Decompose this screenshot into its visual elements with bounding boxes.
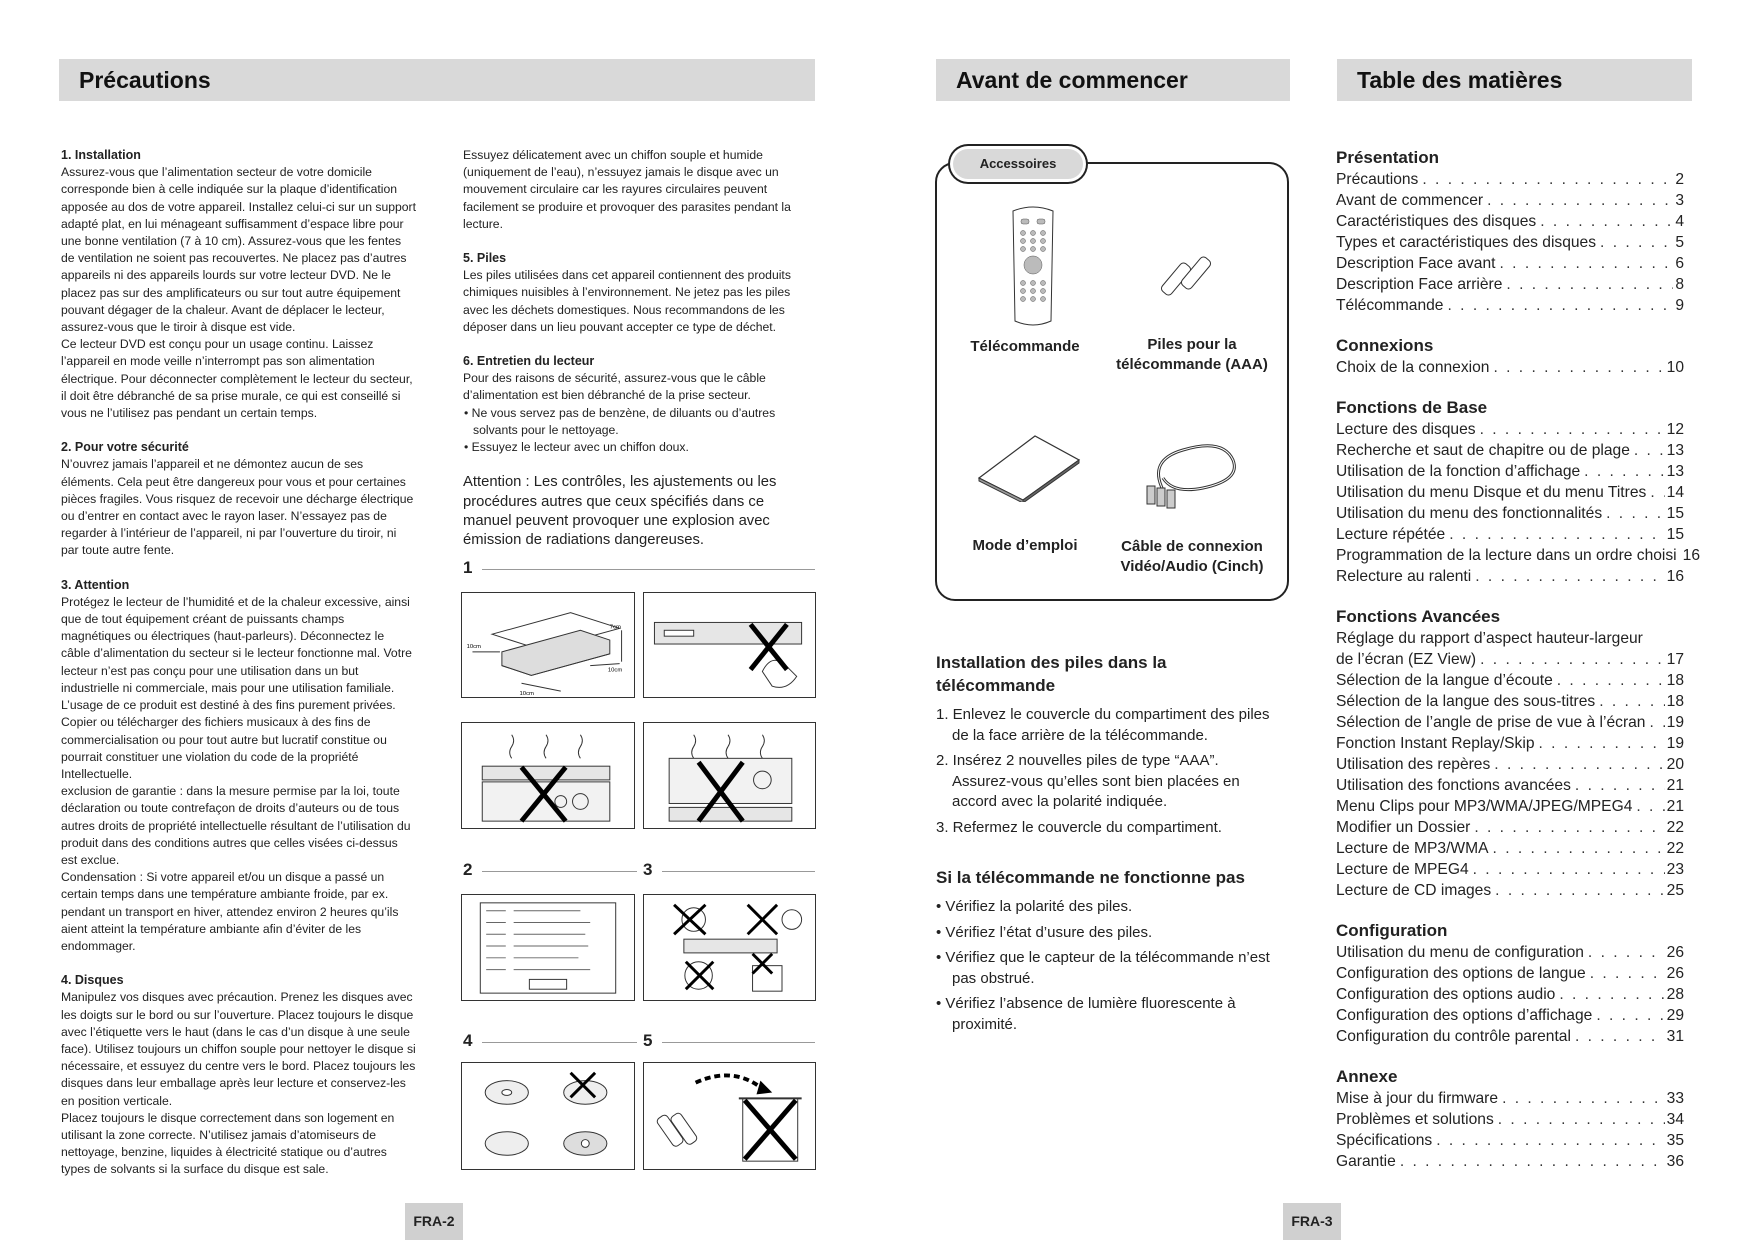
toc-page-number: 16 <box>1666 568 1684 585</box>
toc-page-number: 34 <box>1666 1111 1684 1128</box>
toc-leader-dots <box>1588 942 1665 963</box>
figure-environment-warning <box>643 894 816 1001</box>
paragraph: Condensation : Si votre appareil et/ou un disque a passé un certain temps dans une température ambiante froide, par ex. pendant un transport en hiver, attendez environ 2 heures qu’ils aient atteint la température ambiante afin d’éviter de les endommager. <box>61 870 399 953</box>
toc-page-number: 29 <box>1666 1007 1684 1024</box>
divider <box>482 569 815 570</box>
section-title: Installation des piles dans la télécommande <box>936 653 1167 695</box>
toc-entry <box>1336 1109 1684 1130</box>
toc-leader-dots <box>1539 733 1665 754</box>
dim-label: 10cm <box>519 691 534 697</box>
toc-page-number: 4 <box>1675 213 1684 230</box>
toc-entry-title: Utilisation de la fonction d’affichage <box>1336 463 1581 480</box>
toc-leader-dots <box>1495 880 1664 901</box>
section-title: Si la télécommande ne fonctionne pas <box>936 868 1245 887</box>
toc-entry-title: Lecture de MPEG4 <box>1336 861 1469 878</box>
label-piles: Piles pour la télécommande (AAA) <box>1116 336 1268 373</box>
toc-entry <box>1336 880 1684 901</box>
dim-label: 7cm <box>609 624 621 631</box>
toc-entry <box>1336 419 1684 440</box>
toc-section-title: Configuration <box>1336 921 1448 940</box>
toc-leader-dots <box>1422 169 1673 190</box>
toc-leader-dots <box>1559 984 1664 1005</box>
toc-entry <box>1336 984 1684 1005</box>
header-avant-de-commencer: Avant de commencer <box>936 59 1290 101</box>
figure-heat-stack-1 <box>461 722 635 829</box>
toc-entry-title: Programmation de la lecture dans un ordre choisi <box>1336 547 1677 564</box>
toc-entry-title: Utilisation du menu des fonctionnalités <box>1336 505 1603 522</box>
toc-page-number: 22 <box>1666 819 1684 836</box>
toc-entry <box>1336 942 1684 963</box>
bullet: • Essuyez le lecteur avec un chiffon doux. <box>464 440 689 455</box>
toc-page-number: 22 <box>1666 840 1684 857</box>
toc-entry <box>1336 712 1684 733</box>
toc-leader-dots <box>1506 274 1673 295</box>
toc-entry-title: Lecture répétée <box>1336 526 1446 543</box>
toc-entry <box>1336 1026 1684 1047</box>
toc-page-number: 19 <box>1666 714 1684 731</box>
av-cable-icon <box>1143 430 1243 510</box>
divider <box>482 871 637 872</box>
toc-page-number: 35 <box>1666 1132 1684 1149</box>
toc-page-number: 3 <box>1675 192 1684 209</box>
figure-label-5: 5 <box>643 1031 653 1050</box>
toc-leader-dots <box>1575 1026 1665 1047</box>
toc-page-number: 18 <box>1666 693 1684 710</box>
toc-entry <box>1336 775 1684 796</box>
toc-entry <box>1336 1088 1684 1109</box>
accessories-tab: Accessoires <box>953 149 1083 179</box>
toc-leader-dots <box>1436 1130 1664 1151</box>
paragraph: Essuyez délicatement avec un chiffon souple et humide (uniquement de l’eau), n’essuyez jamais le disque avec un mouvement circulaire car les rayures circulaires peuvent facilement se produire et provoquer des parasites pendant la lecture. <box>463 148 791 231</box>
toc-entry <box>1336 566 1684 587</box>
toc-section <box>1336 147 1684 316</box>
toc-entry <box>1336 649 1684 670</box>
toc-page-number: 19 <box>1666 735 1684 752</box>
toc-page-number: 20 <box>1666 756 1684 773</box>
toc-entry-title: de l’écran (EZ View) <box>1336 651 1477 668</box>
toc-leader-dots <box>1650 482 1664 503</box>
figure-heat-stack-2 <box>643 722 816 829</box>
toc-page-number: 15 <box>1666 526 1684 543</box>
paragraph: N’ouvrez jamais l’appareil et ne démontez aucun de ses éléments. Cela peut être dangereux pour vous et pour certaines pièces fragiles. Vous risquez de recevoir une décharge électrique ou d’entrer en contact avec le rayon laser. N’essayez pas de regarder à l’intérieur de l’appareil, ni par l’ouverture du tiroir, ni par toute autre fente. <box>61 457 414 558</box>
toc-section <box>1336 606 1684 901</box>
toc-entry <box>1336 169 1684 190</box>
toc-leader-dots <box>1400 1151 1665 1172</box>
toc-leader-dots <box>1606 503 1665 524</box>
toc-leader-dots <box>1487 190 1673 211</box>
toc-section <box>1336 397 1701 587</box>
toc-page-number: 10 <box>1666 359 1684 376</box>
list-item: 3. Refermez le couvercle du compartiment. <box>936 818 1222 836</box>
toc-page-number: 2 <box>1675 171 1684 188</box>
paragraph: Ce lecteur DVD est conçu pour un usage continu. Laissez l’appareil en mode veille n’interrompt pas son alimentation électrique. Pour déconnecter complètement le lecteur du secteur, il doit être débranché de sa prise murale, ce qui est conseillé si vous ne l’utilisez pas pendant un certain temps. <box>61 337 413 421</box>
toc-entry-title: Menu Clips pour MP3/WMA/JPEG/MPEG4 <box>1336 798 1633 815</box>
toc-leader-dots <box>1473 859 1665 880</box>
toc-page-number: 36 <box>1666 1153 1684 1170</box>
remote-control-icon <box>1003 205 1063 330</box>
toc-entry-title: Configuration du contrôle parental <box>1336 1028 1571 1045</box>
toc-entry <box>1336 1151 1684 1172</box>
toc-section-title: Connexions <box>1336 336 1434 355</box>
toc-entry <box>1336 963 1684 984</box>
toc-entry-title: Mise à jour du firmware <box>1336 1090 1499 1107</box>
figure-label-4: 4 <box>463 1031 473 1050</box>
paragraph: Manipulez vos disques avec précaution. Prenez les disques avec les doigts sur le bord ou sur l’ouverture. Placez toujours le disque avec l’étiquette vers le haut (dans le cas d’un disque à une seule face). Utilisez toujours un chiffon souple pour nettoyer le disque si nécessaire, et essuyez du centre vers le bord. Placez toujours les disques dans leur emballage après leur lecture et conservez-les en position verticale. <box>61 990 416 1108</box>
toc-page-number: 33 <box>1666 1090 1684 1107</box>
toc-entry-title: Sélection de la langue d’écoute <box>1336 672 1553 689</box>
toc-entry <box>1336 859 1684 880</box>
paragraph: Pour des raisons de sécurité, assurez-vous que le câble d’alimentation est bien débranché de la prise secteur. <box>463 371 766 403</box>
figure-label-2: 2 <box>463 860 473 879</box>
toc-leader-dots <box>1599 691 1664 712</box>
precautions-column-2 <box>463 147 813 550</box>
toc-page-number: 21 <box>1666 798 1684 815</box>
toc-leader-dots <box>1540 211 1673 232</box>
paragraph: Assurez-vous que l’alimentation secteur de votre domicile corresponde bien à celle indiquée sur la plaque d’identification apposée au dos de votre appareil. Installez celui-ci sur un support adapté plat, en lui ménageant suffisamment d’espace libre pour une bonne ventilation (7 à 10 cm). Assurez-vous que les fentes de ventilation ne soient pas recouvertes. Ne placez pas d’autres appareils ni des appareils lourds sur votre lecteur DVD. Ne le placez pas sur des amplificateurs ou sur tout autre équipement pouvant dégager de la chaleur. Avant de déplacer le lecteur, assurez-vous que le tiroir à disque est vide. <box>61 165 417 335</box>
toc-entry-title: Lecture de MP3/WMA <box>1336 840 1489 857</box>
toc-entry <box>1336 274 1684 295</box>
toc-leader-dots <box>1499 253 1673 274</box>
toc-entry <box>1336 545 1701 566</box>
toc-entry-title: Utilisation des repères <box>1336 756 1491 773</box>
toc-page-number: 14 <box>1666 484 1684 501</box>
remote-troubleshoot <box>936 866 1281 1040</box>
toc-section <box>1336 1066 1684 1172</box>
page-number-right: FRA-3 <box>1283 1203 1341 1240</box>
toc-entry-title: Modifier un Dossier <box>1336 819 1471 836</box>
toc-entry <box>1336 524 1684 545</box>
toc-entry <box>1336 232 1684 253</box>
toc-entry-title: Recherche et saut de chapitre ou de plage <box>1336 442 1630 459</box>
toc-entry-title: Lecture des disques <box>1336 421 1476 438</box>
toc-entry-text: Réglage du rapport d’aspect hauteur-largeur <box>1336 630 1643 647</box>
attention-notice: Attention : Les contrôles, les ajustements ou les procédures autres que ceux spécifiés dans ce manuel peuvent provoquer une explosion avec émission de radiations dangereuses. <box>463 474 777 549</box>
toc-section <box>1336 335 1684 378</box>
figure-label-1: 1 <box>463 558 473 577</box>
toc-leader-dots <box>1502 1088 1665 1109</box>
toc-section-title: Présentation <box>1336 148 1439 167</box>
toc-entry <box>1336 482 1684 503</box>
toc-leader-dots <box>1474 817 1664 838</box>
paragraph: exclusion de garantie : dans la mesure permise par la loi, toute déclaration ou toute contrefaçon de droits d’auteurs ou de tous autres droits de propriété intellectuelle résultant de l’utilisation du produit dans des conditions autres que celles visées ci-dessus est exclue. <box>61 784 411 867</box>
toc-entry-title: Types et caractéristiques des disques <box>1336 234 1597 251</box>
toc-entry-title: Configuration des options d’affichage <box>1336 1007 1593 1024</box>
toc-page-number: 18 <box>1666 672 1684 689</box>
divider <box>662 1042 815 1043</box>
paragraph: Placez toujours le disque correctement dans son logement en utilisant la zone correcte. N’utilisez jamais d’atomiseurs de nettoyage, benzine, liquides à électricité statique ou d’autres types de solvants si la surface du disque est sale. <box>61 1110 395 1177</box>
label-cable: Câble de connexion Vidéo/Audio (Cinch) <box>1120 538 1264 575</box>
toc-entry-title: Description Face arrière <box>1336 276 1503 293</box>
figure-warning-label <box>461 894 635 1001</box>
battery-installation <box>936 651 1281 843</box>
toc-page-number: 13 <box>1666 442 1684 459</box>
toc-page-number: 6 <box>1675 255 1684 272</box>
batteries-icon <box>1160 243 1220 303</box>
toc-entry <box>1336 754 1684 775</box>
toc-entry-title: Avant de commencer <box>1336 192 1484 209</box>
bullet: • Ne vous servez pas de benzène, de diluants ou d’autres solvants pour le nettoyage. <box>464 405 776 437</box>
toc-page-number: 17 <box>1666 651 1684 668</box>
toc-entry <box>1336 190 1684 211</box>
user-manual-icon <box>975 432 1085 502</box>
toc-entry-title: Utilisation du menu de configuration <box>1336 944 1584 961</box>
section-title: 5. Piles <box>463 251 507 266</box>
dim-label: 10cm <box>607 667 623 674</box>
toc-section-title: Fonctions de Base <box>1336 398 1488 417</box>
toc-page-number: 8 <box>1675 276 1684 293</box>
toc-entry <box>1336 357 1684 378</box>
toc-entry-title: Utilisation des fonctions avancées <box>1336 777 1571 794</box>
section-title: 2. Pour votre sécurité <box>61 440 189 455</box>
toc-page-number: 12 <box>1666 421 1684 438</box>
toc-leader-dots <box>1494 754 1664 775</box>
toc-entry-title: Configuration des options de langue <box>1336 965 1586 982</box>
toc-entry-title: Garantie <box>1336 1153 1396 1170</box>
toc-page-number: 28 <box>1666 986 1684 1003</box>
section-title: 1. Installation <box>61 148 141 162</box>
toc-page-number: 31 <box>1666 1028 1684 1045</box>
table-of-contents <box>1336 147 1701 1191</box>
precautions-column-1 <box>61 147 416 1196</box>
toc-entry-title: Spécifications <box>1336 1132 1433 1149</box>
toc-leader-dots <box>1493 838 1665 859</box>
toc-entry <box>1336 796 1684 817</box>
header-precautions: Précautions <box>59 59 815 101</box>
toc-page-number: 23 <box>1666 861 1684 878</box>
toc-entry-title: Sélection de l’angle de prise de vue à l’écran <box>1336 714 1646 731</box>
list-item: 2. Insérez 2 nouvelles piles de type “AAA”. Assurez-vous qu’elles sont bien placées en accord avec la polarité indiquée. <box>936 752 1240 810</box>
toc-leader-dots <box>1480 419 1665 440</box>
toc-entry <box>1336 817 1684 838</box>
toc-leader-dots <box>1480 649 1665 670</box>
figure-label-3: 3 <box>643 860 653 879</box>
toc-entry <box>1336 295 1684 316</box>
figure-tray-warning <box>643 592 816 698</box>
toc-leader-dots <box>1557 670 1665 691</box>
list-item: • Vérifiez que le capteur de la télécommande n’est pas obstrué. <box>936 949 1270 987</box>
toc-leader-dots <box>1575 775 1665 796</box>
figure-disc-handling <box>461 1062 635 1170</box>
toc-page-number: 21 <box>1666 777 1684 794</box>
toc-leader-dots <box>1584 461 1664 482</box>
divider <box>662 871 815 872</box>
toc-leader-dots <box>1636 796 1664 817</box>
toc-entry-title: Choix de la connexion <box>1336 359 1490 376</box>
toc-entry <box>1336 670 1684 691</box>
toc-page-number: 16 <box>1682 547 1701 564</box>
toc-entry-title: Configuration des options audio <box>1336 986 1556 1003</box>
list-item: • Vérifiez l’absence de lumière fluorescente à proximité. <box>936 995 1236 1033</box>
toc-entry-title: Problèmes et solutions <box>1336 1111 1494 1128</box>
toc-page-number: 9 <box>1675 297 1684 314</box>
toc-entry-title: Sélection de la langue des sous-titres <box>1336 693 1596 710</box>
paragraph: Les piles utilisées dans cet appareil contiennent des produits chimiques nuisibles à l’environnement. Ne jetez pas les piles avec les déchets domestiques. Nous recommandons de les déposer dans un lieu pouvant accepter ce type de déchet. <box>463 268 791 334</box>
toc-leader-dots <box>1449 524 1664 545</box>
toc-entry-title: Relecture au ralenti <box>1336 568 1472 585</box>
toc-entry <box>1336 211 1684 232</box>
toc-page-number: 13 <box>1666 463 1684 480</box>
toc-leader-dots <box>1590 963 1665 984</box>
label-mode-emploi: Mode d’emploi <box>972 537 1078 554</box>
toc-entry <box>1336 733 1684 754</box>
toc-entry <box>1336 1130 1684 1151</box>
page-number-left: FRA-2 <box>405 1203 463 1240</box>
paragraph: Protégez le lecteur de l’humidité et de la chaleur excessive, ainsi que de tout équipement créant de puissants champs magnétiques ou électriques (haut-parleurs). Déconnectez le câble d’alimentation du secteur si le lecteur fonctionne mal. Votre lecteur n’est pas conçu pour une utilisation dans un but industrielle ni commerciale, mais pour une utilisation familiale. L’usage de ce produit est destiné à des fins purement privées. Copier ou télécharger des fichiers musicaux à des fins de commercialisation ou pour tout autre but lucratif constitue ou pourrait constituer une violation du code de la propriété Intellectuelle. <box>61 594 412 781</box>
toc-page-number: 25 <box>1666 882 1684 899</box>
toc-leader-dots <box>1600 232 1673 253</box>
toc-section-title: Annexe <box>1336 1067 1398 1086</box>
toc-entry <box>1336 440 1684 461</box>
toc-entry <box>1336 838 1684 859</box>
toc-entry <box>1336 1005 1684 1026</box>
figure-ventilation-space <box>461 592 635 698</box>
toc-leader-dots <box>1475 566 1664 587</box>
toc-leader-dots <box>1649 712 1664 733</box>
toc-section <box>1336 920 1684 1047</box>
toc-entry-title: Caractéristiques des disques <box>1336 213 1537 230</box>
label-telecommande: Télécommande <box>970 338 1080 355</box>
toc-section-title: Fonctions Avancées <box>1336 607 1501 626</box>
header-table-des-matieres: Table des matières <box>1337 59 1692 101</box>
section-title: 4. Disques <box>61 973 124 988</box>
toc-entry-title: Fonction Instant Replay/Skip <box>1336 735 1535 752</box>
toc-entry <box>1336 461 1684 482</box>
toc-entry-title: Description Face avant <box>1336 255 1496 272</box>
toc-entry-title: Télécommande <box>1336 297 1444 314</box>
list-item: 1. Enlevez le couvercle du compartiment des piles de la face arrière de la télécommande. <box>936 706 1270 744</box>
divider <box>482 1042 637 1043</box>
toc-leader-dots <box>1447 295 1673 316</box>
toc-entry <box>1336 253 1684 274</box>
section-title: 3. Attention <box>61 577 130 592</box>
toc-entry <box>1336 503 1684 524</box>
toc-entry-title: Utilisation du menu Disque et du menu Titres <box>1336 484 1647 501</box>
toc-entry <box>1336 691 1684 712</box>
toc-leader-dots <box>1634 440 1665 461</box>
toc-entry-title: Précautions <box>1336 171 1419 188</box>
toc-page-number: 15 <box>1666 505 1684 522</box>
toc-entry-title: Lecture de CD images <box>1336 882 1492 899</box>
list-item: • Vérifiez la polarité des piles. <box>936 898 1133 915</box>
toc-leader-dots <box>1596 1005 1664 1026</box>
toc-page-number: 26 <box>1666 944 1684 961</box>
toc-leader-dots <box>1498 1109 1665 1130</box>
dim-label: 10cm <box>466 643 481 650</box>
toc-leader-dots <box>1493 357 1664 378</box>
figure-battery-disposal <box>643 1062 816 1170</box>
toc-page-number: 26 <box>1666 965 1684 982</box>
section-title: 6. Entretien du lecteur <box>463 354 595 369</box>
toc-page-number: 5 <box>1675 234 1684 251</box>
list-item: • Vérifiez l’état d’usure des piles. <box>936 923 1153 941</box>
